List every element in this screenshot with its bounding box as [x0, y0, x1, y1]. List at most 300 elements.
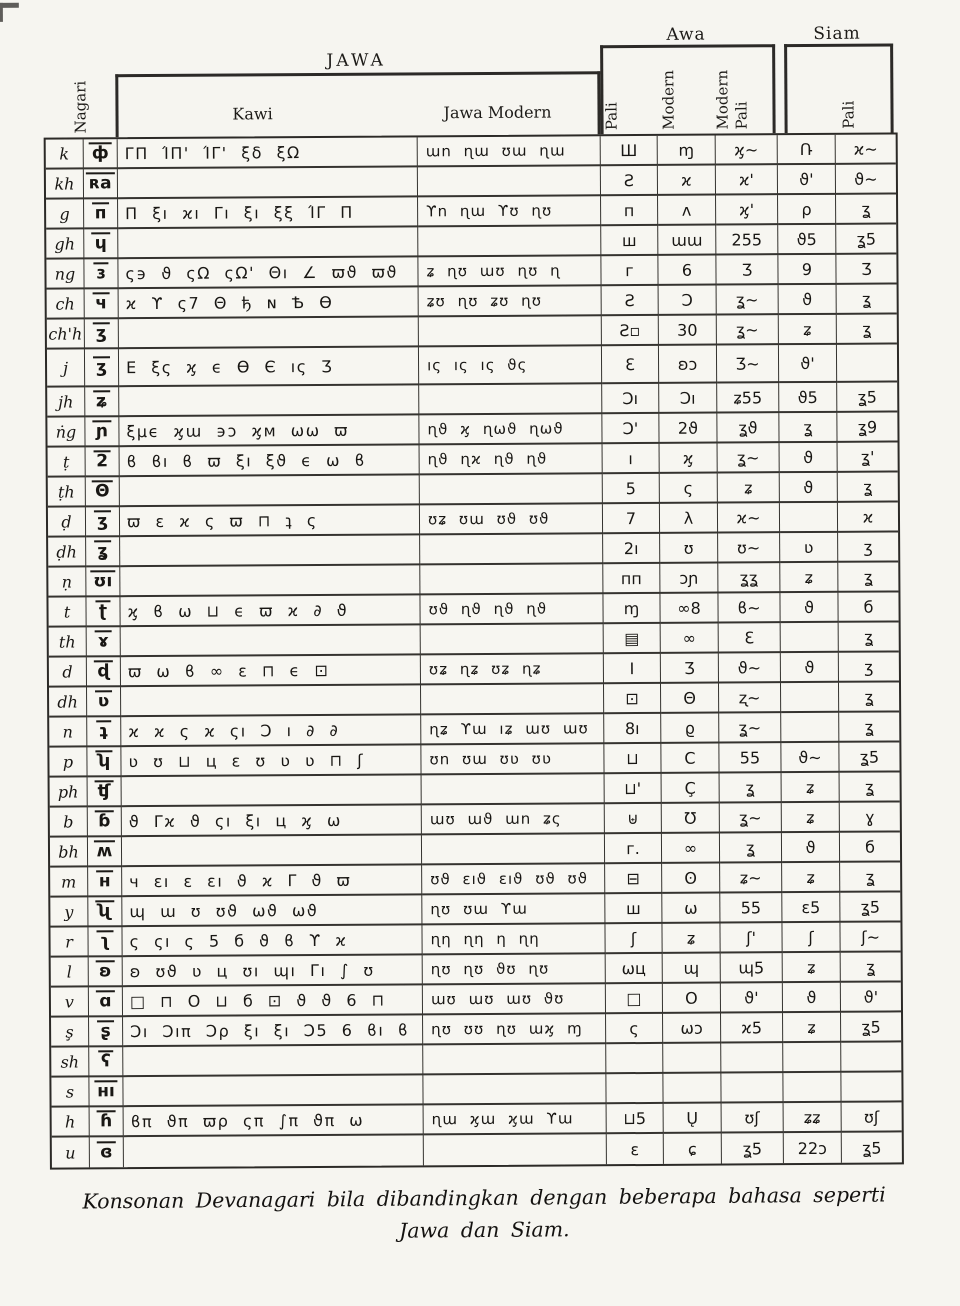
siam-pali-glyph-cell: ʓ'	[838, 442, 898, 472]
siam-pali-glyph-cell: ϑ~	[836, 164, 896, 194]
awa-modern-glyph-cell: ɱ	[658, 136, 716, 166]
siam-glyph-cell: ϑ	[780, 443, 838, 473]
siam-pali-glyph-cell: ʓ5	[862, 1138, 882, 1158]
kawi-glyphs-cell: ϑ Γϰ ϑ ςı ξı ц ϗ ω	[122, 805, 422, 837]
awa-modern-pali-glyph-cell: ʃ'	[720, 923, 782, 953]
nagari-headline-glyph: ʂ	[97, 1020, 113, 1042]
nagari-headline-glyph: ɓ	[95, 810, 113, 832]
awa-pali-glyph-cell: Ɔı	[602, 384, 659, 414]
siam-pali-glyph-cell: ʓ	[837, 314, 897, 344]
awa-modern-pali-glyph-cell: ϐ~	[718, 593, 780, 623]
consonant-comparison-table	[44, 132, 904, 1169]
awa-pali-glyph-cell: Ƨ	[602, 286, 659, 316]
awa-modern-glyph-cell: Ç	[662, 774, 720, 804]
nagari-glyph-cell	[84, 229, 118, 259]
awa-pali-glyph-cell: Ƨ	[601, 166, 658, 196]
siam-glyph-cell: ϑ'	[778, 165, 836, 195]
siam-pali-glyph-cell: ʃ~	[840, 922, 900, 952]
siam-glyph-cell: ϑ5	[779, 383, 837, 413]
awa-pali-glyph-cell: Ɔ'	[602, 414, 659, 444]
row-transliteration-label: bh	[50, 837, 88, 867]
scan-corner-mark	[0, 3, 19, 22]
jawa-modern-glyphs-cell: ʑʊ ɳʊ ʑʊ ɳʊ	[419, 286, 602, 317]
row-transliteration-label: dh	[49, 687, 87, 717]
siam-glyph-cell: ʋ	[780, 533, 838, 563]
awa-modern-glyph-cell: 30	[659, 316, 717, 346]
nagari-glyph-cell	[88, 927, 122, 957]
kawi-glyphs-cell	[124, 1135, 424, 1167]
nagari-headline-glyph: ʒ	[93, 356, 110, 378]
awa-modern-glyph-cell: 2ϑ	[659, 414, 717, 444]
kawi-glyphs-cell	[122, 775, 422, 807]
awa-modern-glyph-cell: ʑ	[662, 924, 720, 954]
jawa-modern-glyphs-cell	[422, 774, 605, 805]
awa-modern-glyph-cell: Θ	[661, 684, 719, 714]
row-transliteration-label: ng	[46, 259, 84, 289]
jawa-modern-glyphs-cell	[419, 316, 602, 347]
awa-modern-pali-glyph-cell: ʓ~	[719, 713, 781, 743]
awa-modern-pali-glyph-cell: ʑ	[718, 473, 780, 503]
row-transliteration-label: r	[50, 927, 88, 957]
siam-glyph-cell	[781, 623, 839, 653]
awa-modern-pali-glyph-cell: ʓ~	[718, 443, 780, 473]
siam-glyph-cell	[780, 503, 838, 533]
awa-modern-glyph-cell: ɕ	[664, 1134, 722, 1164]
awa-modern-pali-glyph-cell: ʑ~	[720, 863, 782, 893]
siam-pali-glyph-cell: ʓ	[839, 682, 899, 712]
siam-pali-glyph-cell: б	[838, 592, 898, 622]
row-transliteration-label: ş	[51, 1017, 89, 1047]
column-header-awa-pali: Pali	[602, 102, 621, 131]
awa-modern-pali-glyph-cell: ϑ~	[719, 653, 781, 683]
nagari-headline-glyph: ӡ	[94, 510, 111, 532]
awa-modern-pali-glyph-cell: ʊ~	[718, 533, 780, 563]
row-transliteration-label: l	[51, 957, 89, 987]
awa-pali-glyph-cell: ▤	[604, 624, 661, 654]
row-transliteration-label: n	[49, 717, 87, 747]
siam-glyph-cell: ʃ	[782, 923, 840, 953]
awa-modern-pali-glyph-cell: ʊʃ	[722, 1103, 784, 1133]
nagari-glyph-cell	[86, 507, 120, 537]
jawa-modern-glyphs-cell: ʊʑ ɳʑ ʊʑ ɳʑ	[421, 654, 604, 685]
kawi-glyphs-cell: ϗ ϐ ω ⊔ ϵ ϖ ϰ ∂ ϑ	[120, 595, 420, 627]
nagari-glyph-cell	[88, 777, 122, 807]
awa-pali-glyph-cell: ωц	[606, 954, 663, 984]
awa-modern-pali-glyph-cell: ʑ55	[717, 383, 779, 413]
siam-pali-glyph-cell: ʓ	[838, 472, 898, 502]
awa-modern-pali-glyph-cell: ʓ~	[717, 315, 779, 345]
awa-modern-pali-glyph-cell: ϰ'	[716, 165, 778, 195]
nagari-glyph-cell	[89, 957, 123, 987]
row-transliteration-label: th	[49, 627, 87, 657]
awa-pali-glyph-cell: г	[601, 256, 658, 286]
kawi-glyphs-cell: Ɔı Ɔıπ Ɔρ ξı ξı Ɔ5 6 ϐı ϐ	[123, 1015, 423, 1047]
siam-pali-glyph-cell: ʓ9	[837, 412, 897, 442]
nagari-glyph-cell	[86, 567, 120, 597]
column-header-awa-modern-pali-line1: Modern	[713, 69, 732, 130]
siam-glyph-cell: ʑ	[782, 773, 840, 803]
awa-modern-glyph-cell: O	[663, 984, 721, 1014]
nagari-headline-glyph: ʕ	[98, 1050, 114, 1072]
row-transliteration-label: ḍ	[48, 507, 86, 537]
row-transliteration-label: jh	[47, 387, 85, 417]
awa-modern-glyph-cell: ϰ	[658, 166, 716, 196]
awa-modern-pali-glyph-cell	[721, 1073, 783, 1103]
awa-modern-pali-glyph-cell: Ʒ~	[717, 345, 779, 383]
nagari-headline-glyph: ɥ	[92, 232, 110, 254]
row-transliteration-label: sh	[51, 1047, 89, 1077]
row-transliteration-label: ṭh	[48, 477, 86, 507]
nagari-headline-glyph: ʮ	[95, 750, 113, 772]
siam-glyph-cell	[781, 713, 839, 743]
column-header-siam-pali: Pali	[839, 100, 858, 129]
siam-pali-glyph-cell: ʓ	[841, 952, 901, 982]
siam-glyph-cell: 22ɔ	[784, 1133, 842, 1163]
group-title-awa: Awa	[666, 24, 706, 45]
awa-modern-glyph-cell: ∞8	[660, 594, 718, 624]
awa-pali-glyph-cell: ⊔5	[607, 1104, 664, 1134]
awa-pali-glyph-cell: п	[601, 196, 658, 226]
kawi-glyphs-cell: Ε ξς ϗ ϵ Ѳ Є ıς Ʒ	[119, 347, 419, 387]
jawa-modern-glyphs-cell: ɳʊ ɳʊ ϑʊ ɳʊ	[423, 954, 606, 985]
jawa-modern-glyphs-cell: ɳɯ ϗɯ ϗɯ ϒɯ	[424, 1104, 607, 1135]
nagari-headline-glyph: п	[92, 202, 110, 224]
nagari-headline-glyph: ʜ	[96, 870, 114, 892]
nagari-glyph-cell	[89, 1047, 123, 1077]
awa-pali-glyph-cell: г.	[605, 834, 662, 864]
nagari-glyph-cell	[87, 747, 121, 777]
jawa-modern-glyphs-cell	[418, 226, 601, 257]
row-transliteration-label: m	[50, 867, 88, 897]
awa-modern-glyph-cell: ∞	[661, 624, 719, 654]
awa-modern-glyph-cell: Ʊ	[662, 804, 720, 834]
row-transliteration-label: ṅg	[47, 417, 85, 447]
siam-pali-glyph-cell: ʊʃ	[842, 1102, 902, 1132]
awa-pali-glyph-cell: ⊔	[604, 744, 661, 774]
awa-modern-pali-glyph-cell: ϗ'	[716, 195, 778, 225]
siam-pali-glyph-cell: ʓ5	[840, 892, 900, 922]
awa-pali-glyph-cell	[606, 1044, 663, 1074]
siam-pali-glyph-cell	[841, 1042, 901, 1072]
siam-glyph-cell: ϑ'	[779, 345, 837, 383]
nagari-glyph-cell	[86, 447, 120, 477]
nagari-headline-glyph: ʅ	[97, 930, 113, 952]
awa-modern-pali-glyph-cell: ʓ	[720, 773, 782, 803]
kawi-glyphs-cell	[120, 535, 420, 567]
kawi-glyphs-cell: ξμϵ ϗɯ ϶ɔ ϗм ωω ϖ	[119, 415, 419, 447]
nagari-headline-glyph: ʈ	[96, 600, 110, 622]
row-transliteration-label: g	[46, 199, 84, 229]
nagari-headline-glyph: ɜ	[93, 262, 108, 284]
jawa-modern-glyphs-cell	[423, 1074, 606, 1105]
siam-glyph-cell: ʑ	[783, 1013, 841, 1043]
awa-modern-glyph-cell: ς	[660, 474, 718, 504]
jawa-modern-glyphs-cell	[421, 624, 604, 655]
nagari-headline-glyph: ʑ	[93, 390, 111, 412]
row-transliteration-label: t	[48, 597, 86, 627]
row-transliteration-label: ṭ	[48, 447, 86, 477]
kawi-glyphs-cell: ϖ ε ϰ ς ϖ ⊓ ʇ ς	[120, 505, 420, 537]
siam-pali-glyph-cell: ʒ	[838, 532, 898, 562]
siam-glyph-cell: Ռ	[778, 135, 836, 165]
kawi-glyphs-cell	[121, 685, 421, 717]
row-transliteration-label: h	[52, 1107, 90, 1137]
jawa-modern-glyphs-cell	[420, 564, 603, 595]
jawa-modern-glyphs-cell: ɳʑ ϒɯ ıʑ ɯʊ ɯʊ	[421, 714, 604, 745]
jawa-modern-glyphs-cell: ʊϑ ɳϑ ɳϑ ɳϑ	[420, 594, 603, 625]
nagari-glyph-cell	[86, 477, 120, 507]
awa-modern-pali-glyph-cell: ϰ~	[718, 503, 780, 533]
awa-modern-pali-glyph-cell: ʓ~	[717, 285, 779, 315]
kawi-glyphs-cell: ΓΠ ΊΠ' ΊΓ' ξδ ξΩ	[118, 137, 418, 169]
row-transliteration-label: ph	[50, 777, 88, 807]
siam-glyph-cell: ϑ	[780, 593, 838, 623]
caption-line-2: Jawa dan Siam.	[398, 1217, 570, 1243]
awa-pali-glyph-cell	[606, 1074, 663, 1104]
awa-modern-pali-glyph-cell: ϑ'	[721, 983, 783, 1013]
awa-modern-glyph-cell: ɯɯ	[658, 226, 716, 256]
nagari-headline-glyph: ɦ	[97, 1110, 115, 1132]
awa-modern-pali-glyph-cell: ʓ	[720, 833, 782, 863]
siam-pali-glyph-cell: ʓ5	[839, 742, 899, 772]
nagari-headline-glyph: ф	[89, 142, 112, 164]
nagari-headline-glyph: ʜı	[94, 1080, 118, 1102]
nagari-headline-glyph: 2	[93, 450, 111, 472]
jawa-modern-glyphs-cell: ʊʑ ʊɯ ʊϑ ʊϑ	[420, 504, 603, 535]
kawi-glyphs-cell: ϖ ω ϐ ∞ ε ⊓ ϵ ⊡	[121, 655, 421, 687]
siam-glyph-cell: ϑ5	[778, 225, 836, 255]
siam-glyph-cell: ϑ	[779, 285, 837, 315]
awa-pali-glyph-cell: 8ı	[604, 714, 661, 744]
row-transliteration-label: ch'h	[47, 319, 85, 349]
awa-modern-pali-glyph-cell: ʓ5	[722, 1133, 784, 1163]
kawi-glyphs-cell: ϐπ ϑπ ϖρ ςπ ∫π ϑπ ω	[124, 1105, 424, 1137]
awa-modern-pali-glyph-cell: ϰ5	[721, 1013, 783, 1043]
nagari-glyph-cell	[85, 289, 119, 319]
awa-modern-pali-glyph-cell	[721, 1043, 783, 1073]
nagari-headline-glyph: Θ	[92, 480, 113, 502]
nagari-headline-glyph: ʧ	[95, 780, 114, 802]
row-transliteration-label: k	[46, 139, 84, 169]
siam-glyph-cell: ϑ	[780, 473, 838, 503]
nagari-headline-glyph: ʀa	[86, 172, 115, 194]
nagari-glyph-cell	[89, 1077, 123, 1107]
awa-pali-glyph-cell: ɱ	[603, 594, 660, 624]
awa-modern-pali-glyph-cell: 55	[719, 743, 781, 773]
awa-pali-glyph-cell: ı	[603, 444, 660, 474]
siam-pali-glyph-cell: ʓ	[840, 862, 900, 892]
siam-glyph-cell: ʓ	[779, 413, 837, 443]
row-transliteration-label: j	[47, 349, 85, 387]
kawi-glyphs-cell: ϐ ϐı ϐ ϖ ξı ξϑ ϵ ω ϐ	[120, 445, 420, 477]
awa-modern-glyph-cell: ϱ	[661, 714, 719, 744]
kawi-glyphs-cell	[120, 475, 420, 507]
nagari-glyph-cell	[84, 139, 118, 169]
kawi-glyphs-cell: Π ξı ϰı Γı ξı ξξ ΊΓ Π	[118, 197, 418, 229]
nagari-glyph-cell	[90, 1107, 124, 1137]
awa-pali-glyph-cell: ʃ	[605, 924, 662, 954]
kawi-glyphs-cell	[118, 227, 418, 259]
siam-pali-glyph-cell: ʓ	[839, 622, 899, 652]
row-transliteration-label: d	[49, 657, 87, 687]
awa-pali-glyph-cell: ш	[601, 226, 658, 256]
siam-pali-glyph-cell: ʓ5	[841, 1012, 901, 1042]
nagari-headline-glyph: ʚ	[96, 960, 115, 982]
nagari-glyph-cell	[84, 259, 118, 289]
nagari-glyph-cell	[88, 807, 122, 837]
awa-modern-glyph-cell: ω	[662, 894, 720, 924]
awa-modern-pali-glyph-cell: ɰ5	[721, 953, 783, 983]
siam-pali-glyph-cell: ϰ	[838, 502, 898, 532]
awa-modern-pali-glyph-cell: ʓϑ	[717, 413, 779, 443]
awa-modern-glyph-cell: ϗ	[660, 444, 718, 474]
jawa-modern-glyphs-cell: ɯn ɳɯ ʊɯ ɳɯ	[418, 136, 601, 167]
kawi-glyphs-cell: □ ⊓ O ⊔ б ⊡ ϑ ϑ 6 ⊓	[123, 985, 423, 1017]
awa-pali-glyph-cell: ⊡	[604, 684, 661, 714]
nagari-headline-glyph: ɖ	[94, 660, 112, 682]
awa-modern-pali-glyph-cell: Ʒ	[716, 255, 778, 285]
awa-pali-glyph-cell: ⊟	[605, 864, 662, 894]
nagari-glyph-cell	[85, 349, 119, 387]
awa-modern-glyph-cell: ʘ	[662, 864, 720, 894]
siam-pali-glyph-cell: ϰ~	[836, 134, 896, 164]
jawa-modern-glyphs-cell	[419, 384, 602, 415]
row-transliteration-label: p	[49, 747, 87, 777]
kawi-glyphs-cell: ς ςı ς 5 б ϑ ϐ ϒ ϰ	[122, 925, 422, 957]
nagari-glyph-cell	[88, 897, 122, 927]
awa-modern-glyph-cell: ʌ	[658, 196, 716, 226]
nagari-headline-glyph: ʇ	[97, 720, 111, 742]
siam-pali-glyph-cell: ʓ	[840, 772, 900, 802]
jawa-modern-glyphs-cell: ɯʊ ɯʊ ɯʊ ϑʊ	[423, 984, 606, 1015]
jawa-modern-glyphs-cell	[420, 474, 603, 505]
awa-pali-glyph-cell: 2ı	[603, 534, 660, 564]
kawi-glyphs-cell	[119, 317, 419, 349]
awa-modern-glyph-cell: ʚɔ	[659, 346, 717, 384]
jawa-modern-glyphs-cell: ʑ ɳʊ ɯʊ ɳʊ ɳ	[418, 256, 601, 287]
kawi-glyphs-cell	[118, 167, 418, 199]
kawi-glyphs-cell: ɰ ɯ ʊ ʊϑ ωϑ ωϑ	[122, 895, 422, 927]
nagari-headline-glyph: ɑ	[96, 990, 114, 1012]
row-transliteration-label: ch	[47, 289, 85, 319]
awa-pali-glyph-cell: ш	[605, 894, 662, 924]
nagari-headline-glyph: ʊı	[90, 570, 115, 592]
siam-glyph-cell: ϑ	[782, 833, 840, 863]
nagari-glyph-cell	[86, 537, 120, 567]
siam-pali-glyph-cell: ʓ	[837, 284, 897, 314]
row-transliteration-label: v	[51, 987, 89, 1017]
siam-pali-glyph-cell	[837, 344, 897, 382]
awa-modern-glyph-cell: λ	[660, 504, 718, 534]
awa-modern-glyph-cell	[663, 1074, 721, 1104]
group-title-jawa: JAWA	[326, 50, 386, 71]
kawi-glyphs-cell: ς϶ ϑ ςΩ ςΩ' Θı ∠ ϖϑ ϖϑ	[118, 257, 418, 289]
nagari-glyph-cell	[85, 319, 119, 349]
nagari-glyph-cell	[89, 1017, 123, 1047]
kawi-glyphs-cell: ϰ ϰ ς ϰ ςı Ɔ ı ∂ ∂	[121, 715, 421, 747]
row-transliteration-label: s	[51, 1077, 89, 1107]
nagari-headline-glyph: ʯ	[95, 900, 115, 922]
jawa-modern-glyphs-cell: ɳʊ ʊʊ ɳʊ ɯϗ ɱ	[423, 1014, 606, 1045]
awa-pali-glyph-cell: I	[604, 654, 661, 684]
nagari-glyph-cell	[87, 717, 121, 747]
kawi-glyphs-cell: ʚ ʊϑ ʋ ц ʊı ɰı Γı ∫ ʊ	[123, 955, 423, 987]
awa-modern-glyph-cell: ∞	[662, 834, 720, 864]
awa-modern-glyph-cell: ωɔ	[663, 1014, 721, 1044]
awa-pali-glyph-cell: Ɛ	[602, 346, 659, 384]
row-transliteration-label: ṇ	[48, 567, 86, 597]
jawa-modern-glyphs-cell: ıς ıς ıς ϑς	[419, 346, 602, 385]
kawi-glyphs-cell: ʋ ʊ ⊔ ц ε ʊ ʋ ʋ ⊓ ʃ	[121, 745, 421, 777]
siam-glyph-cell: ʑ	[782, 863, 840, 893]
awa-modern-glyph-cell: ɰ	[663, 954, 721, 984]
jawa-modern-glyphs-cell: ɯʊ ɯϑ ɯn ʑς	[422, 804, 605, 835]
nagari-glyph-cell	[87, 687, 121, 717]
jawa-modern-glyphs-cell	[423, 1044, 606, 1075]
jawa-modern-glyphs-cell: ɳϑ ϗ ɳωϑ ɳωϑ	[419, 414, 602, 445]
nagari-glyph-cell	[87, 627, 121, 657]
siam-pali-glyph-cell: ʓ5	[836, 224, 896, 254]
jawa-modern-glyphs-cell: ɳη ɳη η ɳη	[422, 924, 605, 955]
awa-modern-pali-glyph-cell: 255	[716, 225, 778, 255]
jawa-modern-glyphs-cell: ɳϑ ɳϰ ɳϑ ɳϑ	[420, 444, 603, 475]
jawa-modern-glyphs-cell	[418, 166, 601, 197]
siam-glyph-cell: ϑ	[783, 983, 841, 1013]
awa-modern-glyph-cell: ʊ	[660, 534, 718, 564]
siam-glyph-cell	[781, 683, 839, 713]
caption-line-1: Konsonan Devanagari bila dibandingkan dengan beberapa bahasa seperti	[82, 1182, 886, 1214]
row-transliteration-label: ḍh	[48, 537, 86, 567]
nagari-headline-glyph: ч	[92, 292, 110, 314]
column-header-nagari: Nagari	[71, 80, 90, 134]
nagari-headline-glyph: ʍ	[94, 840, 116, 862]
awa-modern-pali-glyph-cell: ϗ~	[716, 135, 778, 165]
nagari-headline-glyph: ɤ	[95, 630, 112, 652]
nagari-glyph-cell	[85, 387, 119, 417]
kawi-glyphs-cell: ч εı ε εı ϑ ϰ Γ ϑ ϖ	[122, 865, 422, 897]
figure-caption	[44, 1179, 925, 1250]
awa-modern-pali-glyph-cell: ʓʓ	[718, 563, 780, 593]
kawi-glyphs-cell	[123, 1045, 423, 1077]
siam-glyph-cell	[783, 1043, 841, 1073]
awa-modern-pali-glyph-cell: ʓ~	[720, 803, 782, 833]
awa-modern-glyph-cell: Ɔı	[659, 384, 717, 414]
siam-glyph-cell: ʑ	[780, 563, 838, 593]
awa-pali-glyph-cell: Ш	[601, 136, 658, 166]
kawi-glyphs-cell	[122, 835, 422, 867]
awa-pali-glyph-cell: 7	[603, 504, 660, 534]
column-header-kawi: Kawi	[232, 104, 273, 124]
siam-glyph-cell: ε5	[782, 893, 840, 923]
siam-glyph-cell: ρ	[778, 195, 836, 225]
siam-pali-glyph-cell: б	[840, 832, 900, 862]
awa-modern-pali-glyph-cell: 55	[720, 893, 782, 923]
awa-pali-glyph-cell: Ƨ▫	[602, 316, 659, 346]
column-header-jawa-modern: Jawa Modern	[443, 102, 552, 123]
awa-modern-glyph-cell: Ʒ	[661, 654, 719, 684]
siam-glyph-cell: ʑ	[782, 803, 840, 833]
siam-pali-glyph-cell: ʓ5	[837, 382, 897, 412]
siam-glyph-cell: ϑ	[781, 653, 839, 683]
siam-pali-glyph-cell: ɣ	[840, 802, 900, 832]
awa-pali-glyph-cell: ɛ	[607, 1134, 664, 1164]
row-transliteration-label: kh	[46, 169, 84, 199]
jawa-modern-glyphs-cell	[424, 1134, 607, 1165]
column-header-awa-modern-pali-line2: Pali	[732, 101, 751, 130]
nagari-glyph-cell	[90, 1137, 124, 1167]
siam-glyph-cell: 9	[778, 255, 836, 285]
group-title-siam: Siam	[813, 23, 861, 44]
